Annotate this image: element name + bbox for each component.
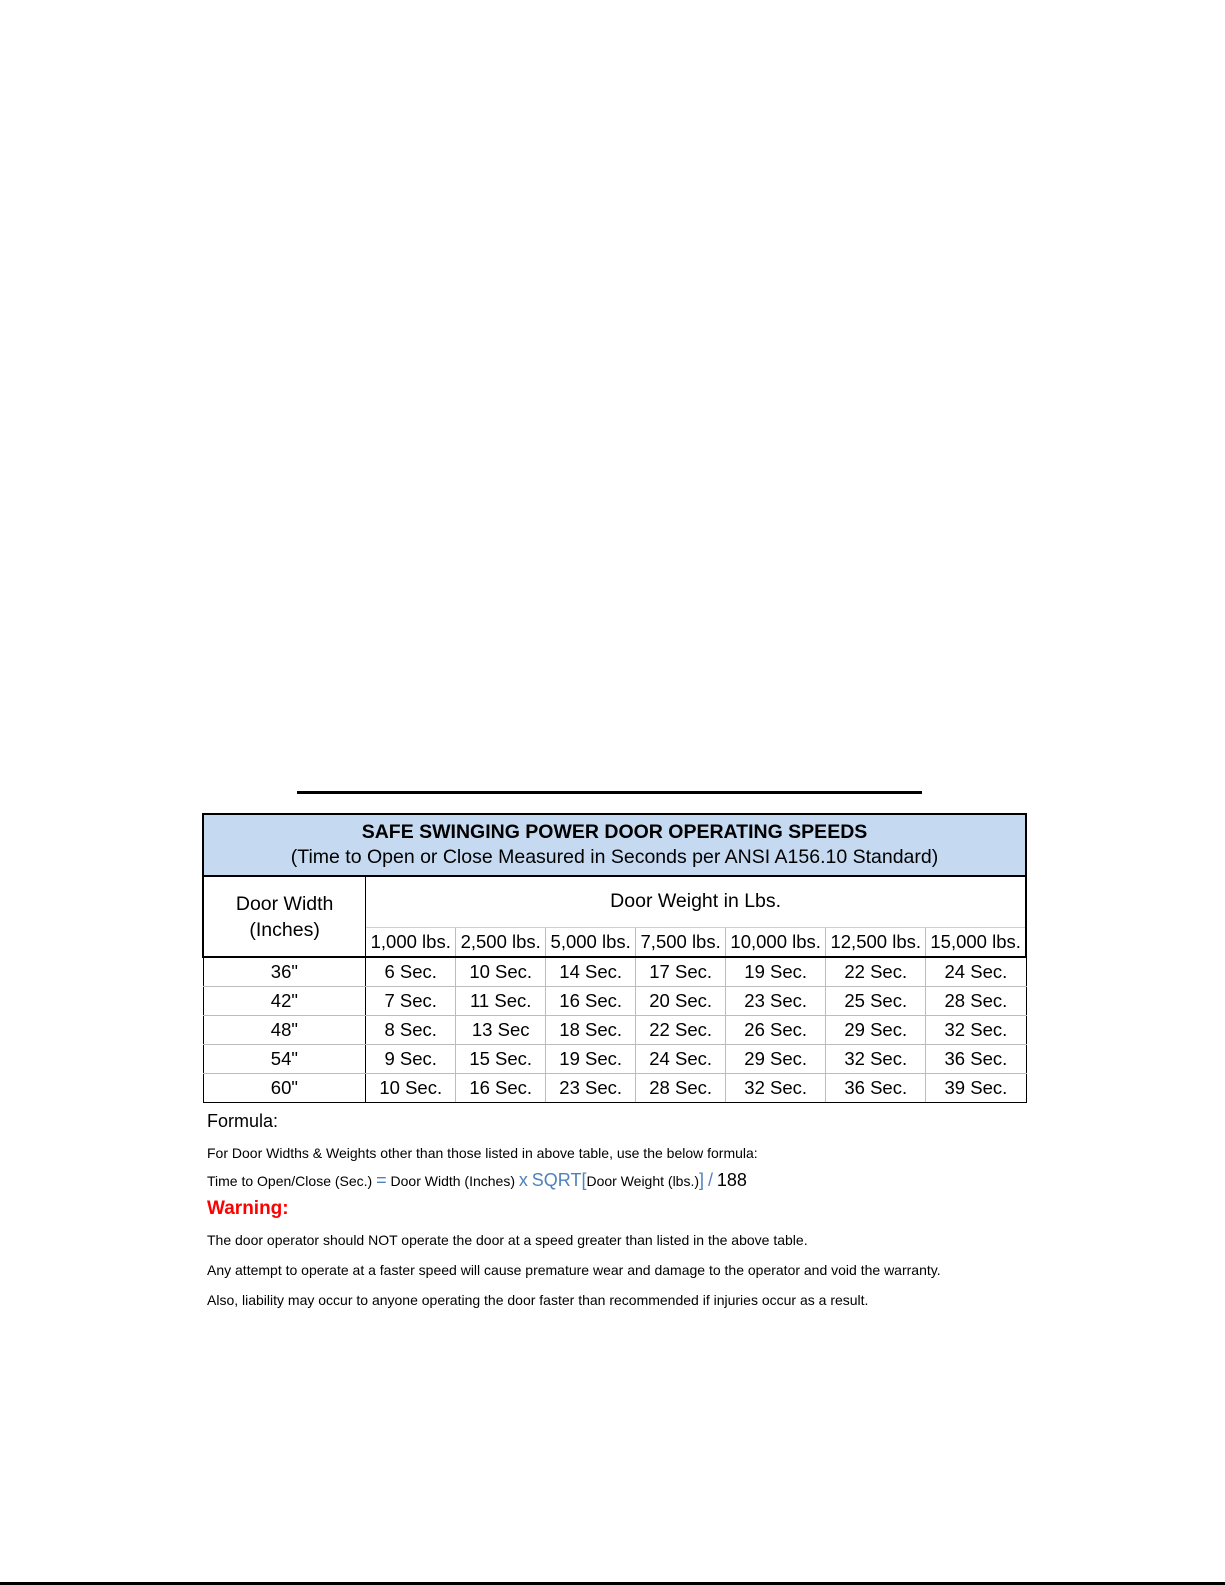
door-speed-table bbox=[202, 813, 1027, 1103]
table-row bbox=[203, 1074, 1026, 1103]
weight-header-1000: 1,000 lbs. bbox=[366, 928, 456, 958]
formula-weight-term: Door Weight (lbs.) bbox=[586, 1173, 700, 1189]
time-cell: 39 Sec. bbox=[926, 1074, 1026, 1103]
weight-header-7500: 7,500 lbs. bbox=[636, 928, 726, 958]
time-cell: 6 Sec. bbox=[366, 957, 456, 987]
time-cell: 16 Sec. bbox=[546, 987, 636, 1016]
time-cell: 19 Sec. bbox=[546, 1045, 636, 1074]
time-cell: 24 Sec. bbox=[926, 957, 1026, 987]
time-cell: 22 Sec. bbox=[826, 957, 926, 987]
door-width-header-unit: (Inches) bbox=[249, 918, 320, 941]
table-row bbox=[203, 1016, 1026, 1045]
warning-line-3: Also, liability may occur to anyone operating the door faster than recommended if injuries occur as a result. bbox=[207, 1292, 869, 1308]
time-cell: 18 Sec. bbox=[546, 1016, 636, 1045]
time-cell: 29 Sec. bbox=[726, 1045, 826, 1074]
time-cell: 22 Sec. bbox=[636, 1016, 726, 1045]
weight-header-15000: 15,000 lbs. bbox=[926, 928, 1026, 958]
time-cell: 28 Sec. bbox=[636, 1074, 726, 1103]
time-cell: 23 Sec. bbox=[726, 987, 826, 1016]
time-cell: 14 Sec. bbox=[546, 957, 636, 987]
warning-heading: Warning: bbox=[207, 1198, 289, 1219]
door-width-header bbox=[203, 876, 366, 957]
time-cell: 23 Sec. bbox=[546, 1074, 636, 1103]
warning-line-1: The door operator should NOT operate the door at a speed greater than listed in the above table. bbox=[207, 1232, 808, 1248]
weight-header-12500: 12,500 lbs. bbox=[826, 928, 926, 958]
weight-header-5000: 5,000 lbs. bbox=[546, 928, 636, 958]
table-title: SAFE SWINGING POWER DOOR OPERATING SPEEDS bbox=[361, 821, 868, 843]
time-cell: 16 Sec. bbox=[456, 1074, 546, 1103]
time-cell: 19 Sec. bbox=[726, 957, 826, 987]
formula-heading: Formula: bbox=[207, 1111, 279, 1131]
weight-header-2500: 2,500 lbs. bbox=[456, 928, 546, 958]
formula-sqrt-open: SQRT[ bbox=[531, 1170, 587, 1190]
time-cell: 20 Sec. bbox=[636, 987, 726, 1016]
time-cell: 32 Sec. bbox=[726, 1074, 826, 1103]
door-width-cell: 54" bbox=[203, 1045, 366, 1074]
time-cell: 15 Sec. bbox=[456, 1045, 546, 1074]
top-horizontal-rule bbox=[297, 791, 922, 794]
formula-expression bbox=[207, 1170, 747, 1191]
door-weight-group-header: Door Weight in Lbs. bbox=[366, 876, 1026, 928]
time-cell: 32 Sec. bbox=[926, 1016, 1026, 1045]
time-cell: 13 Sec bbox=[456, 1016, 546, 1045]
time-cell: 10 Sec. bbox=[366, 1074, 456, 1103]
time-cell: 26 Sec. bbox=[726, 1016, 826, 1045]
time-cell: 29 Sec. bbox=[826, 1016, 926, 1045]
door-width-cell: 36" bbox=[203, 957, 366, 987]
time-cell: 25 Sec. bbox=[826, 987, 926, 1016]
door-width-cell: 60" bbox=[203, 1074, 366, 1103]
table-row bbox=[203, 987, 1026, 1016]
time-cell: 17 Sec. bbox=[636, 957, 726, 987]
weight-header-10000: 10,000 lbs. bbox=[726, 928, 826, 958]
time-cell: 36 Sec. bbox=[926, 1045, 1026, 1074]
time-cell: 28 Sec. bbox=[926, 987, 1026, 1016]
door-width-header-label: Door Width bbox=[235, 892, 334, 915]
time-cell: 11 Sec. bbox=[456, 987, 546, 1016]
time-cell: 7 Sec. bbox=[366, 987, 456, 1016]
warning-line-2: Any attempt to operate at a faster speed will cause premature wear and damage to the operator and void the warranty. bbox=[207, 1262, 941, 1278]
table-subtitle: (Time to Open or Close Measured in Seconds per ANSI A156.10 Standard) bbox=[290, 845, 939, 868]
time-cell: 24 Sec. bbox=[636, 1045, 726, 1074]
formula-time-term: Time to Open/Close (Sec.) bbox=[207, 1173, 373, 1189]
door-width-cell: 48" bbox=[203, 1016, 366, 1045]
formula-width-term: Door Width (Inches) bbox=[390, 1173, 515, 1189]
formula-divisor: 188 bbox=[716, 1170, 747, 1190]
formula-times-operator: x bbox=[518, 1170, 528, 1190]
time-cell: 36 Sec. bbox=[826, 1074, 926, 1103]
formula-sqrt-close: ] bbox=[699, 1170, 705, 1190]
time-cell: 32 Sec. bbox=[826, 1045, 926, 1074]
time-cell: 9 Sec. bbox=[366, 1045, 456, 1074]
door-width-cell: 42" bbox=[203, 987, 366, 1016]
table-row bbox=[203, 957, 1026, 987]
formula-intro: For Door Widths & Weights other than those listed in above table, use the below formula: bbox=[207, 1145, 758, 1161]
formula-divide-operator: / bbox=[707, 1170, 713, 1190]
time-cell: 10 Sec. bbox=[456, 957, 546, 987]
table-title-cell bbox=[203, 814, 1026, 876]
table-row bbox=[203, 1045, 1026, 1074]
time-cell: 8 Sec. bbox=[366, 1016, 456, 1045]
formula-equals-operator: = bbox=[376, 1170, 387, 1190]
